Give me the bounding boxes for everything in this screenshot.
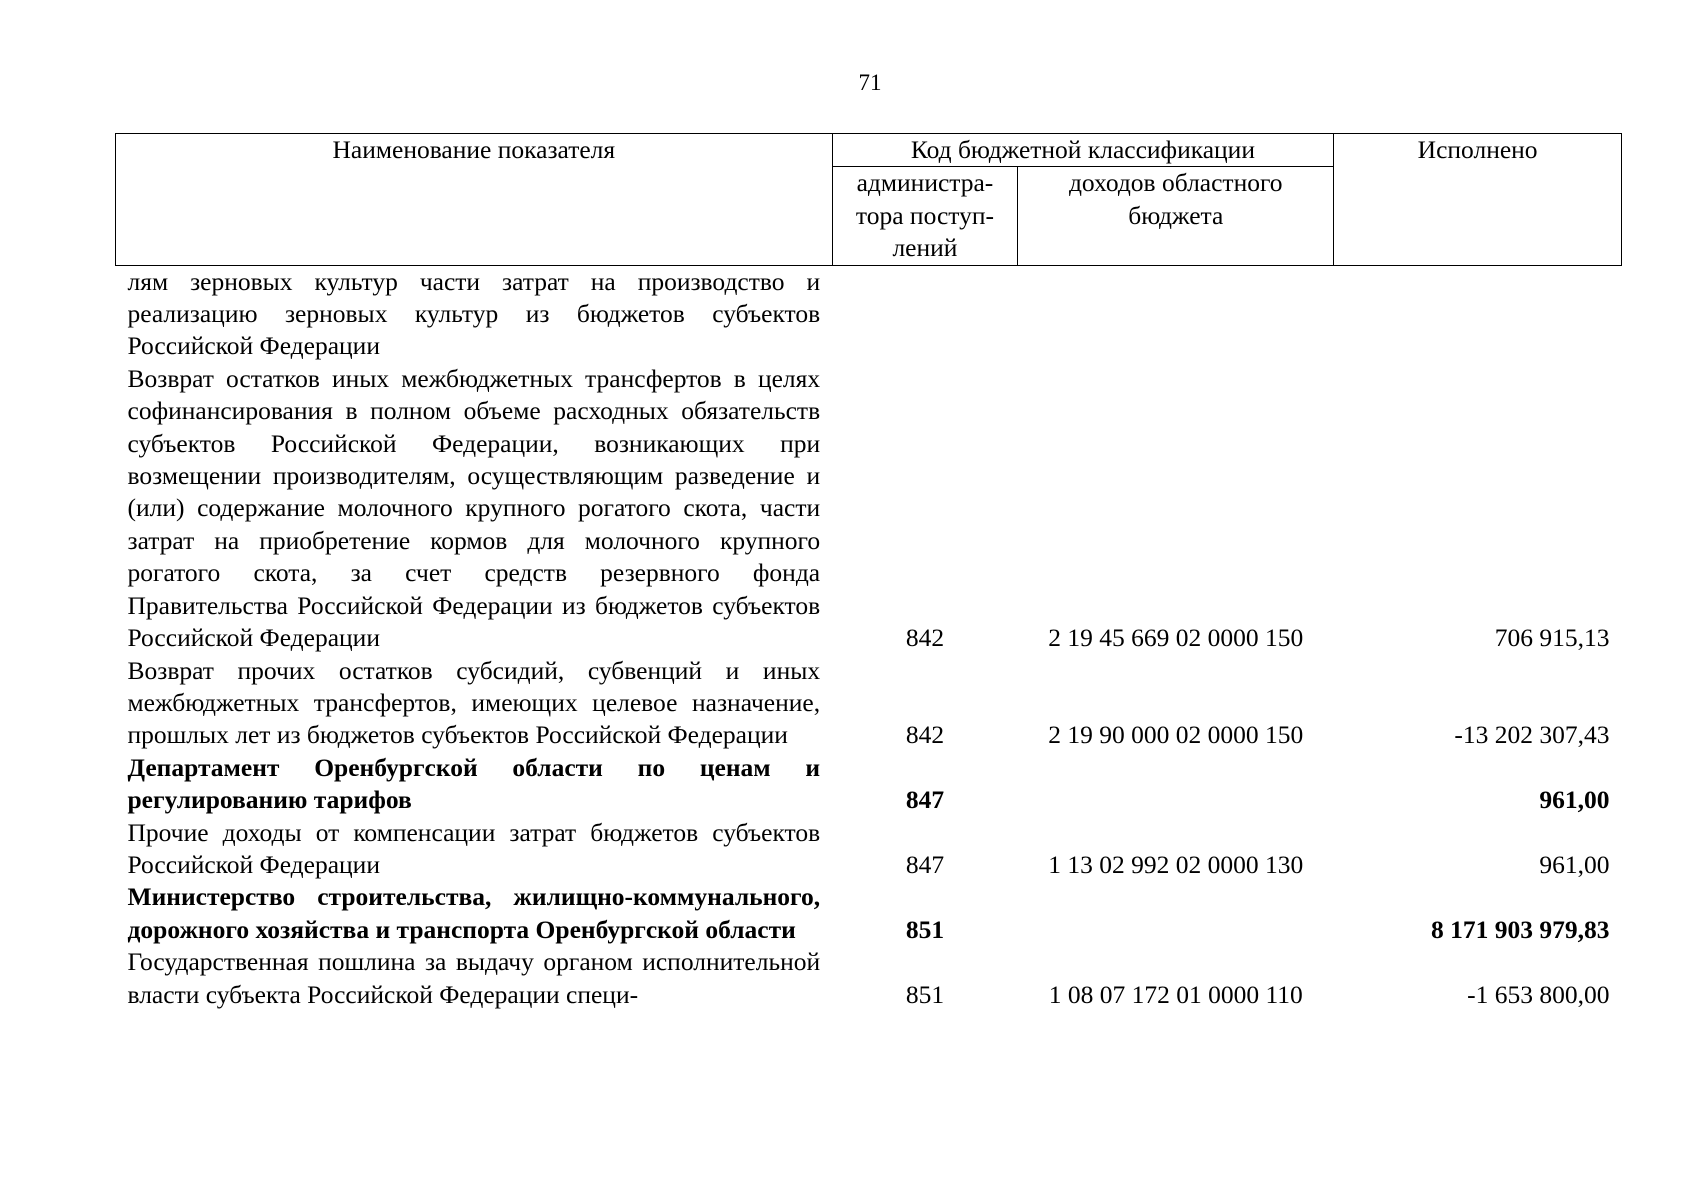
row-income-code: 2 19 45 669 02 0000 150 <box>1048 623 1304 653</box>
row-income-code <box>1018 881 1334 946</box>
row-admin-code: 847 <box>905 785 945 815</box>
row-amount: 706 915,13 <box>1494 623 1610 653</box>
page-number: 71 <box>858 70 882 95</box>
row-name: Государственная пошлина за выдачу органом исполнительной власти субъекта Российской Федерации специ- <box>127 947 821 1009</box>
header-executed: Исполнено <box>1334 134 1622 266</box>
row-amount <box>1334 265 1622 363</box>
row-name: Возврат остатков иных межбюджетных трансфертов в целях софинансирования в полном объеме расходных обязательств субъектов Российской Федерации, возникающих при возмещении производителям, осуществляющим разведение и (или) содержание молочного крупного рогатого скота, части затрат на приобретение кормов для молочного крупного рогатого скота, за счет средств резервного фонда Правительства Российской Федерации из бюджетов субъектов Российской Федерации <box>127 363 821 653</box>
row-amount: -1 653 800,00 <box>1467 979 1610 1009</box>
row-admin-code: 842 <box>905 623 945 653</box>
row-income-code: 1 13 02 992 02 0000 130 <box>1048 849 1304 879</box>
row-amount: 961,00 <box>1539 849 1610 879</box>
row-admin-code: 851 <box>905 979 945 1009</box>
row-name: лям зерновых культур части затрат на производство и реализацию зерновых культур из бюджетов субъектов Российской Федерации <box>127 266 821 361</box>
row-amount: 961,00 <box>1539 785 1610 815</box>
row-income-code <box>1018 265 1334 363</box>
budget-table <box>115 133 1622 1011</box>
table-row <box>116 752 1622 817</box>
row-income-code: 1 08 07 172 01 0000 110 <box>1048 979 1303 1009</box>
row-amount: -13 202 307,43 <box>1454 720 1610 750</box>
table-row <box>116 265 1622 363</box>
row-admin-code: 847 <box>905 849 945 879</box>
row-admin-code: 851 <box>905 914 945 944</box>
row-income-code: 2 19 90 000 02 0000 150 <box>1048 720 1304 750</box>
header-income: доходов областного бюджета <box>1018 167 1334 265</box>
header-admin: администра-тора поступ-лений <box>832 167 1018 265</box>
table-row <box>116 946 1622 1011</box>
table-row <box>116 655 1622 752</box>
table-row <box>116 881 1622 946</box>
row-name: Департамент Оренбургской области по ценам и регулированию тарифов <box>127 752 821 815</box>
table-row <box>116 817 1622 882</box>
row-name: Министерство строительства, жилищно-коммунального, дорожного хозяйства и транспорта Оренбургской области <box>127 882 821 944</box>
table-row <box>116 363 1622 655</box>
header-code-group: Код бюджетной классификации <box>832 134 1334 167</box>
row-income-code <box>1018 752 1334 817</box>
row-name: Возврат прочих остатков субсидий, субвенций и иных межбюджетных трансфертов, имеющих целевое назначение, прошлых лет из бюджетов субъектов Российской Федерации <box>127 655 821 750</box>
row-admin-code <box>832 265 1018 363</box>
header-name: Наименование показателя <box>116 134 833 266</box>
row-name: Прочие доходы от компенсации затрат бюджетов субъектов Российской Федерации <box>127 817 821 879</box>
row-admin-code: 842 <box>905 720 945 750</box>
row-amount: 8 171 903 979,83 <box>1431 914 1610 944</box>
